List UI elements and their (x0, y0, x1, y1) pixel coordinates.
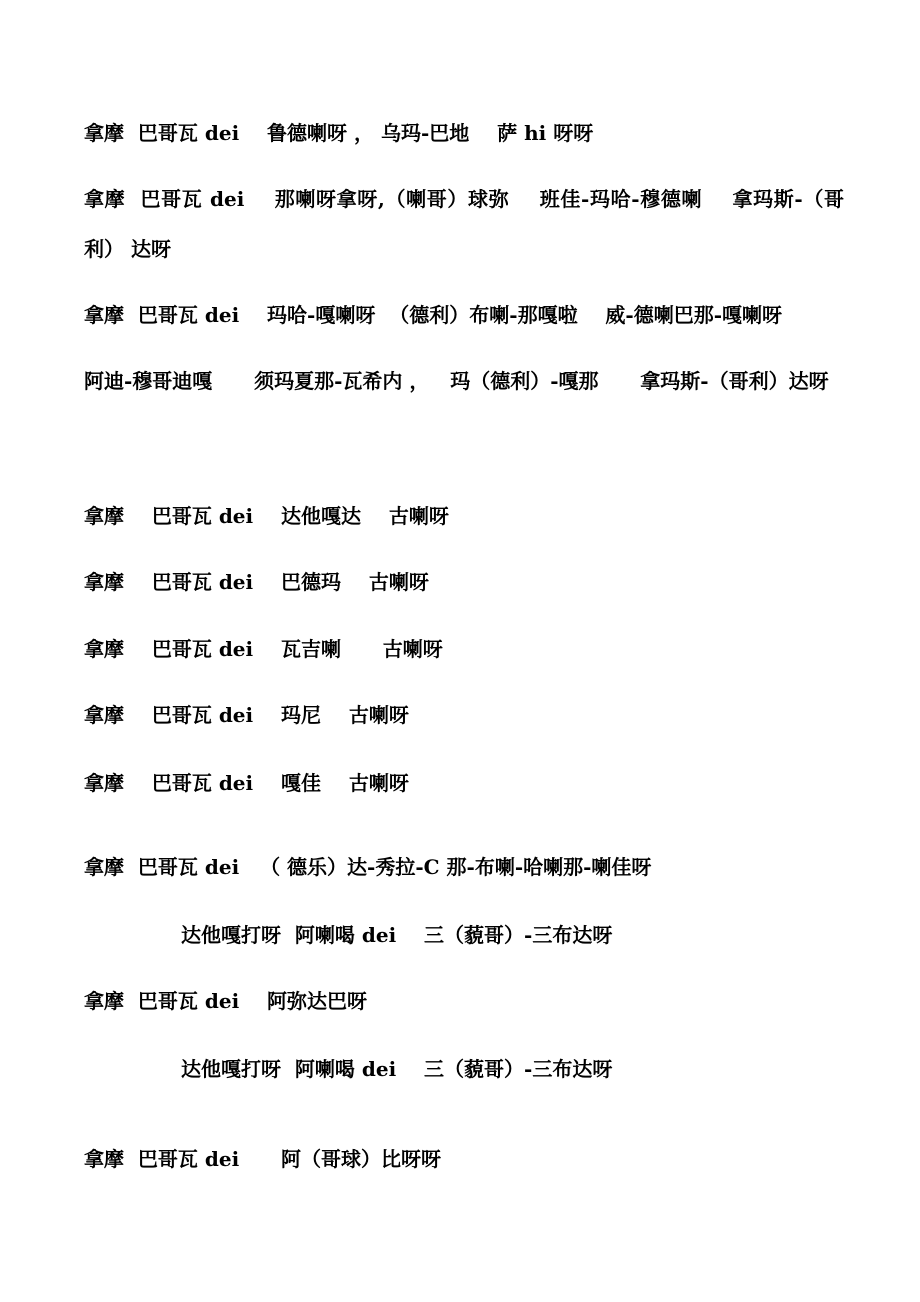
text-line-3: 拿摩 巴哥瓦 dei 玛哈-嘎喇呀 （德利）布喇-那嘎啦 威-德喇巴那-嘎喇呀 (84, 303, 783, 327)
text-line-6: 拿摩 巴哥瓦 dei 巴德玛 古喇呀 (84, 570, 429, 594)
text-line-7: 拿摩 巴哥瓦 dei 瓦吉喇 古喇呀 (84, 637, 443, 661)
text-line-1: 拿摩 巴哥瓦 dei 鲁德喇呀 ， 乌玛-巴地 萨 hi 呀呀 (84, 121, 594, 145)
text-line-14: 拿摩 巴哥瓦 dei 阿（哥球）比呀呀 (84, 1147, 441, 1171)
text-line-8: 拿摩 巴哥瓦 dei 玛尼 古喇呀 (84, 703, 409, 727)
text-line-11: 达他嘎打呀 阿喇喝 dei 三（藐哥）-三布达呀 (181, 923, 613, 947)
text-line-13: 达他嘎打呀 阿喇喝 dei 三（藐哥）-三布达呀 (181, 1057, 613, 1081)
text-line-2: 拿摩 巴哥瓦 dei 那喇呀拿呀,（喇哥）球弥 班佳-玛哈-穆德喇 拿玛斯-（哥利） 达呀 (84, 187, 844, 261)
text-line-9: 拿摩 巴哥瓦 dei 嘎佳 古喇呀 (84, 771, 409, 795)
text-line-5: 拿摩 巴哥瓦 dei 达他嘎达 古喇呀 (84, 504, 449, 528)
text-line-12: 拿摩 巴哥瓦 dei 阿弥达巴呀 (84, 989, 368, 1013)
text-line-10: 拿摩 巴哥瓦 dei （ 德乐）达-秀拉-C 那-布喇-哈喇那-喇佳呀 (84, 855, 652, 879)
text-line-4: 阿迪-穆哥迪嘎 须玛夏那-瓦希内 ， 玛（德利）-嘎那 拿玛斯-（哥利）达呀 (84, 369, 829, 393)
